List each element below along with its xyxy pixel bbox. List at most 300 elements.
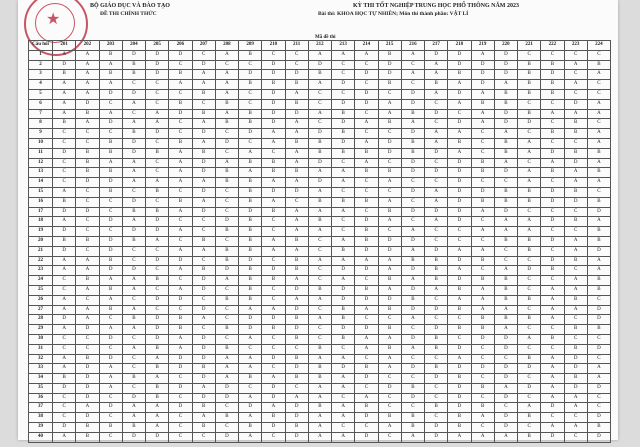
answer-cell: A bbox=[262, 178, 285, 188]
answer-cell: D bbox=[564, 364, 587, 374]
answer-cell: A bbox=[448, 246, 471, 256]
answer-cell: D bbox=[239, 70, 262, 80]
answer-cell: B bbox=[587, 60, 610, 70]
answer-cell: C bbox=[169, 393, 192, 403]
answer-cell: C bbox=[192, 432, 215, 442]
answer-cell: A bbox=[308, 187, 331, 197]
answer-cell: C bbox=[448, 315, 471, 325]
answer-cell: D bbox=[401, 207, 424, 217]
answer-cell: D bbox=[76, 413, 99, 423]
answer-cell: B bbox=[239, 285, 262, 295]
answer-cell: A bbox=[239, 168, 262, 178]
answer-cell: D bbox=[587, 305, 610, 315]
answer-cell: D bbox=[448, 158, 471, 168]
answer-cell: B bbox=[401, 295, 424, 305]
answer-cell: B bbox=[146, 344, 169, 354]
answer-cell: B bbox=[239, 158, 262, 168]
answer-cell: A bbox=[76, 305, 99, 315]
exam-code-header: 222 bbox=[541, 41, 564, 51]
table-row bbox=[29, 432, 611, 442]
answer-cell: B bbox=[378, 276, 401, 286]
answer-cell: B bbox=[355, 285, 378, 295]
answer-cell: D bbox=[471, 80, 494, 90]
answer-cell: C bbox=[564, 89, 587, 99]
question-number-cell: 25 bbox=[29, 285, 53, 295]
answer-cell: B bbox=[425, 334, 448, 344]
answer-cell: C bbox=[332, 60, 355, 70]
answer-cell: A bbox=[146, 423, 169, 433]
answer-cell: D bbox=[494, 60, 517, 70]
answer-cell: A bbox=[76, 256, 99, 266]
table-row bbox=[29, 178, 611, 188]
answer-cell: C bbox=[378, 187, 401, 197]
answer-cell: B bbox=[355, 236, 378, 246]
answer-cell: C bbox=[215, 207, 238, 217]
answer-cell: C bbox=[262, 148, 285, 158]
question-number-cell: 14 bbox=[29, 178, 53, 188]
answer-cell: C bbox=[425, 383, 448, 393]
answer-cell: C bbox=[332, 217, 355, 227]
answer-cell: C bbox=[122, 80, 145, 90]
answer-cell: A bbox=[215, 89, 238, 99]
answer-cell: B bbox=[448, 413, 471, 423]
answer-cell: C bbox=[99, 344, 122, 354]
answer-cell: A bbox=[76, 315, 99, 325]
answer-cell: C bbox=[541, 344, 564, 354]
answer-cell: B bbox=[355, 227, 378, 237]
question-number-cell: 27 bbox=[29, 305, 53, 315]
answer-cell: A bbox=[76, 80, 99, 90]
answer-cell: C bbox=[53, 285, 76, 295]
answer-cell: D bbox=[99, 217, 122, 227]
question-number-cell: 35 bbox=[29, 383, 53, 393]
answer-cell: D bbox=[146, 50, 169, 60]
answer-cell: B bbox=[76, 158, 99, 168]
answer-cell: C bbox=[239, 99, 262, 109]
answer-cell: A bbox=[215, 70, 238, 80]
answer-cell: A bbox=[494, 80, 517, 90]
answer-cell: D bbox=[494, 168, 517, 178]
answer-cell: D bbox=[541, 256, 564, 266]
answer-cell: D bbox=[518, 383, 541, 393]
answer-cell: C bbox=[541, 413, 564, 423]
answer-cell: B bbox=[401, 256, 424, 266]
answer-cell: D bbox=[99, 246, 122, 256]
answer-cell: C bbox=[425, 236, 448, 246]
answer-cell: B bbox=[215, 256, 238, 266]
answer-cell: B bbox=[564, 325, 587, 335]
answer-cell: A bbox=[308, 256, 331, 266]
answer-cell: C bbox=[53, 158, 76, 168]
answer-cell: C bbox=[169, 236, 192, 246]
answer-cell: B bbox=[122, 207, 145, 217]
question-number-cell: 3 bbox=[29, 70, 53, 80]
question-number-cell: 18 bbox=[29, 217, 53, 227]
answer-cell: C bbox=[215, 285, 238, 295]
answer-cell: B bbox=[285, 374, 308, 384]
answer-cell: D bbox=[425, 50, 448, 60]
answer-cell: A bbox=[401, 344, 424, 354]
answer-cell: B bbox=[76, 236, 99, 246]
question-number-cell: 4 bbox=[29, 80, 53, 90]
answer-cell: D bbox=[99, 119, 122, 129]
answer-cell: B bbox=[448, 374, 471, 384]
answer-cell: D bbox=[448, 344, 471, 354]
answer-cell: D bbox=[122, 197, 145, 207]
answer-cell: A bbox=[518, 168, 541, 178]
answer-cell: B bbox=[122, 315, 145, 325]
answer-cell: D bbox=[122, 148, 145, 158]
answer-cell: D bbox=[332, 285, 355, 295]
answer-cell: D bbox=[192, 354, 215, 364]
answer-cell: D bbox=[541, 432, 564, 442]
answer-cell: A bbox=[401, 50, 424, 60]
answer-cell: B bbox=[53, 236, 76, 246]
answer-cell: A bbox=[332, 383, 355, 393]
answer-cell: D bbox=[494, 423, 517, 433]
answer-cell: B bbox=[215, 295, 238, 305]
answer-cell: B bbox=[262, 413, 285, 423]
answer-cell: A bbox=[122, 217, 145, 227]
answer-cell: C bbox=[169, 276, 192, 286]
answer-cell: A bbox=[262, 246, 285, 256]
answer-cell: A bbox=[308, 413, 331, 423]
answer-cell: A bbox=[332, 50, 355, 60]
answer-cell: A bbox=[308, 393, 331, 403]
answer-cell: D bbox=[239, 129, 262, 139]
answer-cell: A bbox=[494, 325, 517, 335]
answer-cell: C bbox=[122, 295, 145, 305]
answer-cell: C bbox=[564, 138, 587, 148]
answer-cell: D bbox=[53, 383, 76, 393]
answer-table-header-row bbox=[29, 41, 611, 51]
answer-cell: B bbox=[215, 119, 238, 129]
answer-cell: A bbox=[76, 60, 99, 70]
answer-cell: C bbox=[332, 344, 355, 354]
answer-cell: A bbox=[332, 413, 355, 423]
answer-cell: D bbox=[448, 197, 471, 207]
answer-cell: C bbox=[378, 374, 401, 384]
answer-cell: C bbox=[401, 354, 424, 364]
answer-cell: D bbox=[99, 266, 122, 276]
answer-cell: C bbox=[53, 334, 76, 344]
answer-cell: C bbox=[53, 403, 76, 413]
answer-cell: B bbox=[53, 197, 76, 207]
answer-cell: C bbox=[378, 432, 401, 442]
answer-cell: B bbox=[99, 138, 122, 148]
answer-cell: B bbox=[239, 246, 262, 256]
answer-cell: D bbox=[215, 138, 238, 148]
answer-cell: B bbox=[76, 148, 99, 158]
answer-cell: C bbox=[122, 256, 145, 266]
answer-cell: D bbox=[122, 89, 145, 99]
answer-cell: C bbox=[471, 138, 494, 148]
answer-cell: B bbox=[122, 423, 145, 433]
answer-cell: B bbox=[99, 423, 122, 433]
answer-cell: B bbox=[169, 70, 192, 80]
answer-cell: A bbox=[564, 276, 587, 286]
answer-cell: D bbox=[355, 246, 378, 256]
answer-cell: A bbox=[378, 217, 401, 227]
answer-cell: B bbox=[308, 344, 331, 354]
answer-cell: B bbox=[378, 413, 401, 423]
exam-code-header: 210 bbox=[262, 41, 285, 51]
answer-cell: B bbox=[308, 364, 331, 374]
answer-cell: D bbox=[448, 119, 471, 129]
answer-cell: B bbox=[239, 109, 262, 119]
question-number-cell: 31 bbox=[29, 344, 53, 354]
answer-cell: C bbox=[76, 246, 99, 256]
answer-cell: A bbox=[285, 246, 308, 256]
answer-cell: D bbox=[494, 374, 517, 384]
answer-cell: A bbox=[169, 158, 192, 168]
answer-cell: B bbox=[99, 168, 122, 178]
answer-cell: B bbox=[494, 276, 517, 286]
answer-cell: D bbox=[587, 413, 610, 423]
answer-cell: A bbox=[471, 89, 494, 99]
answer-cell: D bbox=[494, 50, 517, 60]
answer-cell: C bbox=[262, 256, 285, 266]
answer-cell: D bbox=[448, 383, 471, 393]
answer-cell: A bbox=[146, 109, 169, 119]
answer-cell: B bbox=[541, 129, 564, 139]
answer-cell: D bbox=[192, 334, 215, 344]
answer-cell: C bbox=[518, 99, 541, 109]
answer-cell: B bbox=[518, 89, 541, 99]
answer-cell: C bbox=[146, 158, 169, 168]
answer-cell: B bbox=[448, 325, 471, 335]
answer-cell: C bbox=[262, 217, 285, 227]
table-row bbox=[29, 374, 611, 384]
answer-cell: A bbox=[192, 315, 215, 325]
answer-cell: A bbox=[401, 276, 424, 286]
answer-cell: C bbox=[262, 227, 285, 237]
exam-code-header: 221 bbox=[518, 41, 541, 51]
answer-cell: B bbox=[355, 403, 378, 413]
answer-cell: D bbox=[401, 393, 424, 403]
answer-cell: A bbox=[285, 119, 308, 129]
answer-cell: A bbox=[122, 99, 145, 109]
answer-cell: A bbox=[471, 413, 494, 423]
answer-cell: C bbox=[564, 70, 587, 80]
answer-cell: D bbox=[541, 236, 564, 246]
answer-cell: D bbox=[494, 364, 517, 374]
answer-cell: A bbox=[587, 266, 610, 276]
answer-cell: C bbox=[401, 178, 424, 188]
answer-cell: D bbox=[53, 423, 76, 433]
answer-cell: C bbox=[169, 423, 192, 433]
exam-code-header: 211 bbox=[285, 41, 308, 51]
question-number-cell: 40 bbox=[29, 432, 53, 442]
answer-key-sheet bbox=[18, 0, 618, 440]
answer-cell: C bbox=[146, 138, 169, 148]
answer-cell: A bbox=[541, 423, 564, 433]
answer-cell: C bbox=[425, 178, 448, 188]
answer-cell: A bbox=[425, 197, 448, 207]
question-number-cell: 23 bbox=[29, 266, 53, 276]
answer-cell: C bbox=[239, 60, 262, 70]
answer-cell: B bbox=[53, 374, 76, 384]
answer-cell: B bbox=[215, 227, 238, 237]
answer-cell: B bbox=[285, 168, 308, 178]
answer-cell: A bbox=[192, 197, 215, 207]
exam-code-label: Mã đề thi bbox=[315, 35, 336, 40]
answer-cell: B bbox=[332, 334, 355, 344]
answer-cell: C bbox=[169, 305, 192, 315]
answer-cell: A bbox=[215, 80, 238, 90]
answer-cell: A bbox=[285, 207, 308, 217]
answer-cell: C bbox=[518, 207, 541, 217]
answer-cell: C bbox=[215, 148, 238, 158]
answer-cell: A bbox=[76, 266, 99, 276]
answer-cell: B bbox=[564, 295, 587, 305]
answer-cell: D bbox=[169, 364, 192, 374]
answer-cell: B bbox=[518, 60, 541, 70]
answer-cell: B bbox=[378, 80, 401, 90]
answer-cell: C bbox=[76, 227, 99, 237]
answer-cell: C bbox=[518, 256, 541, 266]
answer-cell: B bbox=[564, 119, 587, 129]
answer-cell: A bbox=[541, 285, 564, 295]
answer-cell: D bbox=[239, 315, 262, 325]
answer-cell: D bbox=[378, 295, 401, 305]
table-row bbox=[29, 236, 611, 246]
answer-cell: D bbox=[401, 158, 424, 168]
exam-code-header: 209 bbox=[239, 41, 262, 51]
table-row bbox=[29, 70, 611, 80]
answer-cell: D bbox=[122, 393, 145, 403]
answer-cell: A bbox=[285, 89, 308, 99]
answer-cell: D bbox=[332, 325, 355, 335]
answer-cell: B bbox=[192, 364, 215, 374]
answer-cell: A bbox=[425, 217, 448, 227]
table-row bbox=[29, 295, 611, 305]
table-row bbox=[29, 364, 611, 374]
answer-cell: C bbox=[99, 207, 122, 217]
answer-cell: C bbox=[99, 99, 122, 109]
answer-cell: C bbox=[262, 432, 285, 442]
answer-cell: A bbox=[192, 413, 215, 423]
answer-cell: C bbox=[471, 129, 494, 139]
answer-cell: C bbox=[99, 413, 122, 423]
answer-cell: B bbox=[76, 354, 99, 364]
answer-cell: C bbox=[494, 246, 517, 256]
answer-cell: D bbox=[53, 246, 76, 256]
answer-cell: B bbox=[518, 246, 541, 256]
answer-cell: B bbox=[564, 217, 587, 227]
answer-cell: A bbox=[332, 374, 355, 384]
answer-cell: A bbox=[308, 50, 331, 60]
answer-cell: B bbox=[541, 334, 564, 344]
exam-code-header: 220 bbox=[494, 41, 517, 51]
answer-cell: B bbox=[471, 403, 494, 413]
answer-cell: A bbox=[494, 383, 517, 393]
answer-cell: D bbox=[285, 432, 308, 442]
answer-cell: A bbox=[146, 236, 169, 246]
answer-cell: A bbox=[471, 246, 494, 256]
answer-cell: C bbox=[146, 99, 169, 109]
answer-cell: B bbox=[518, 109, 541, 119]
answer-cell: D bbox=[76, 374, 99, 384]
answer-cell: B bbox=[378, 119, 401, 129]
answer-cell: C bbox=[53, 413, 76, 423]
answer-cell: A bbox=[76, 70, 99, 80]
answer-cell: C bbox=[355, 383, 378, 393]
answer-cell: A bbox=[541, 158, 564, 168]
answer-cell: D bbox=[587, 246, 610, 256]
answer-cell: B bbox=[122, 60, 145, 70]
answer-cell: D bbox=[541, 197, 564, 207]
answer-cell: A bbox=[355, 138, 378, 148]
table-row bbox=[29, 305, 611, 315]
answer-cell: B bbox=[192, 266, 215, 276]
answer-cell: D bbox=[146, 334, 169, 344]
answer-cell: C bbox=[541, 50, 564, 60]
answer-cell: D bbox=[378, 236, 401, 246]
answer-cell: C bbox=[587, 89, 610, 99]
answer-cell: C bbox=[146, 266, 169, 276]
answer-cell: B bbox=[122, 129, 145, 139]
answer-cell: C bbox=[99, 129, 122, 139]
answer-cell: B bbox=[308, 197, 331, 207]
answer-cell: D bbox=[308, 178, 331, 188]
answer-cell: B bbox=[587, 276, 610, 286]
answer-cell: D bbox=[332, 99, 355, 109]
answer-cell: A bbox=[332, 432, 355, 442]
answer-cell: B bbox=[192, 148, 215, 158]
answer-cell: A bbox=[285, 217, 308, 227]
answer-cell: A bbox=[308, 168, 331, 178]
answer-cell: D bbox=[332, 138, 355, 148]
answer-cell: B bbox=[448, 423, 471, 433]
answer-cell: B bbox=[285, 138, 308, 148]
answer-cell: B bbox=[146, 207, 169, 217]
question-number-cell: 36 bbox=[29, 393, 53, 403]
question-number-cell: 9 bbox=[29, 129, 53, 139]
exam-code-header: 203 bbox=[99, 41, 122, 51]
answer-cell: C bbox=[76, 334, 99, 344]
answer-cell: D bbox=[76, 364, 99, 374]
answer-cell: C bbox=[471, 344, 494, 354]
answer-cell: A bbox=[122, 403, 145, 413]
exam-code-header: 215 bbox=[378, 41, 401, 51]
answer-cell: D bbox=[425, 168, 448, 178]
answer-cell: B bbox=[425, 344, 448, 354]
question-number-cell: 29 bbox=[29, 325, 53, 335]
answer-cell: C bbox=[401, 374, 424, 384]
answer-cell: B bbox=[239, 423, 262, 433]
answer-cell: C bbox=[215, 403, 238, 413]
answer-cell: D bbox=[146, 129, 169, 139]
answer-cell: A bbox=[215, 276, 238, 286]
answer-cell: C bbox=[146, 285, 169, 295]
answer-cell: C bbox=[215, 305, 238, 315]
answer-cell: C bbox=[378, 227, 401, 237]
answer-cell: A bbox=[239, 432, 262, 442]
answer-cell: D bbox=[494, 413, 517, 423]
answer-cell: D bbox=[169, 354, 192, 364]
answer-cell: D bbox=[448, 168, 471, 178]
answer-cell: A bbox=[169, 334, 192, 344]
answer-cell: A bbox=[169, 178, 192, 188]
answer-cell: A bbox=[541, 109, 564, 119]
answer-cell: B bbox=[146, 383, 169, 393]
answer-cell: B bbox=[239, 276, 262, 286]
answer-cell: B bbox=[355, 364, 378, 374]
answer-cell: B bbox=[587, 285, 610, 295]
answer-cell: D bbox=[471, 364, 494, 374]
answer-cell: D bbox=[448, 207, 471, 217]
